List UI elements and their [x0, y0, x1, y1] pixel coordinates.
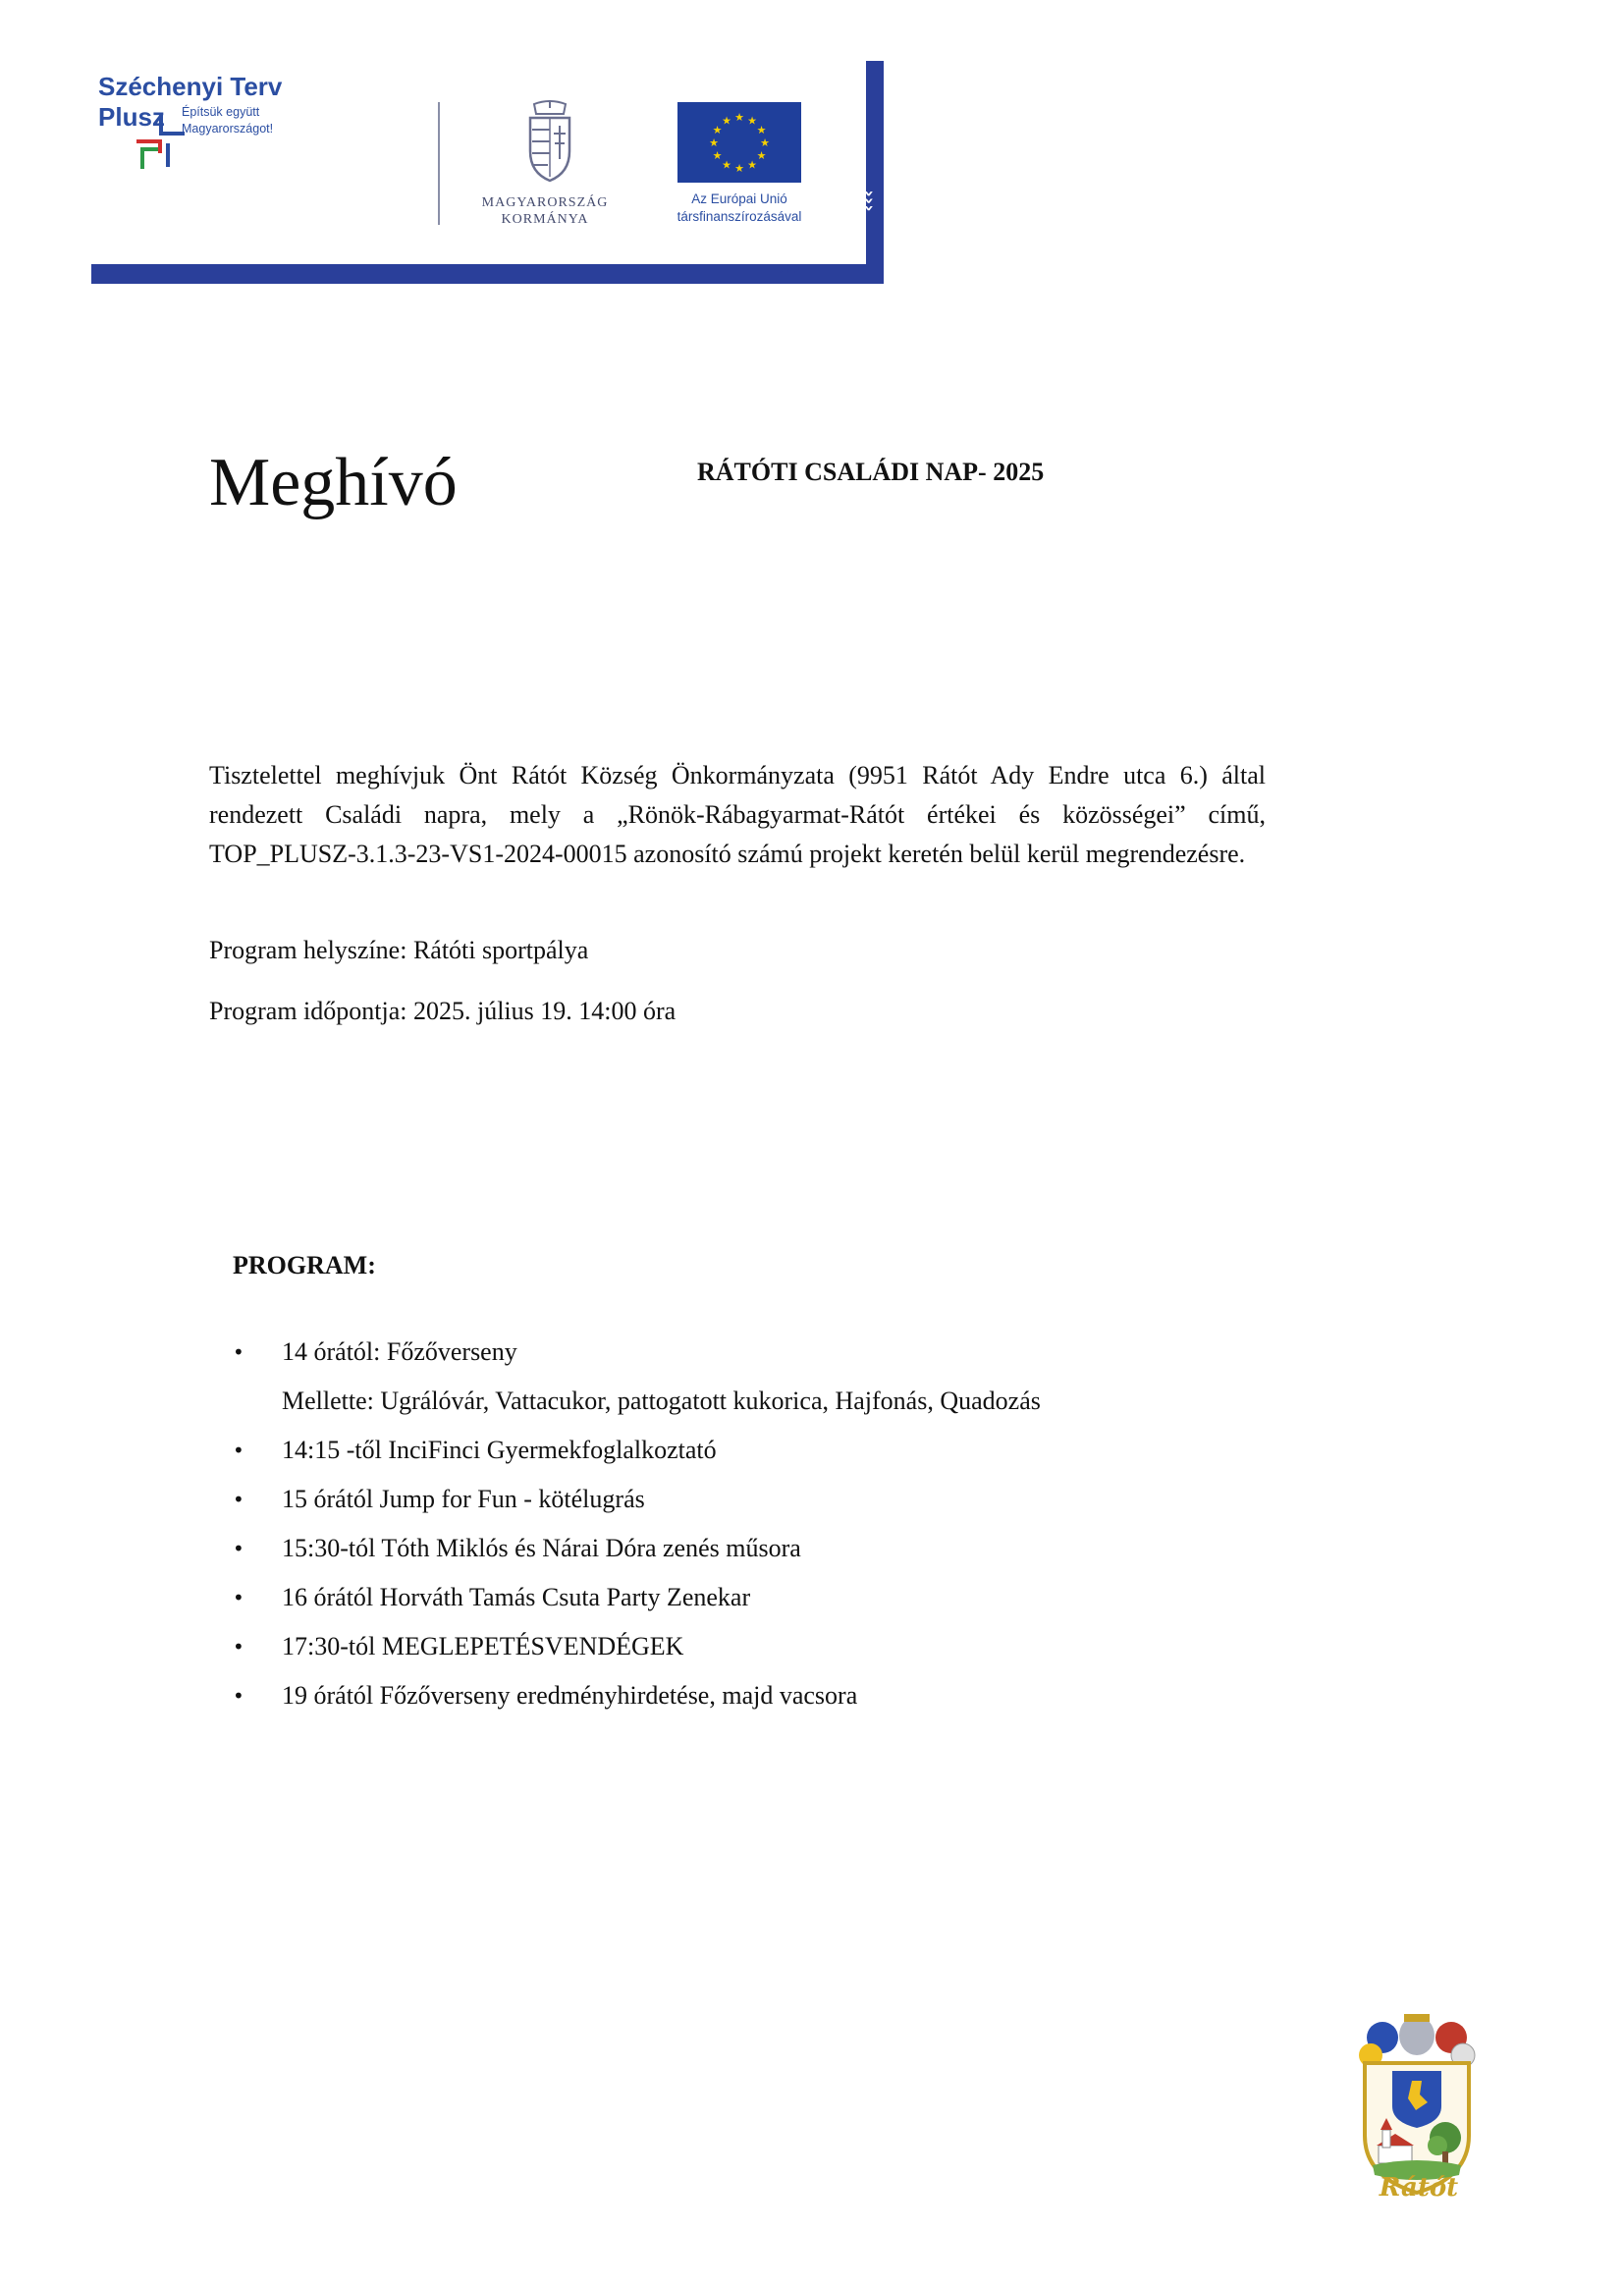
eu-star-icon: ★ [756, 124, 767, 136]
eu-star-icon: ★ [747, 158, 757, 172]
eu-star-icon: ★ [760, 136, 770, 149]
bullet-icon: • [233, 1439, 244, 1462]
hungarian-coat-of-arms-icon [524, 100, 575, 183]
program-item-text: 14 órától: Főzőverseny [282, 1337, 517, 1366]
government-line-1: MAGYARORSZÁG [481, 195, 609, 210]
eu-star-icon: ★ [712, 149, 723, 162]
eu-flag [677, 102, 801, 183]
government-line-2: KORMÁNYA [501, 212, 589, 227]
intro-paragraph: Tisztelettel meghívjuk Önt Rátót Község Önkormányzata (9951 Rátót Ady Endre utca 6.) által rendezett Családi napra, mely a „Rönök-Rábagyarmat-Rátót értékei és közösségei” című, TOP_PLUSZ-3.1.3-23-VS1-2024-00015 azonosító számú projekt keretén belül kerül megrendezésre. [209, 761, 1266, 868]
eu-stars-icon [677, 102, 801, 183]
program-item [233, 1529, 1313, 1578]
program-item-text: 14:15 -től InciFinci Gyermekfoglalkoztató [282, 1436, 717, 1464]
bullet-icon: • [233, 1586, 244, 1609]
government-label [471, 194, 619, 228]
banner-right-bar [866, 61, 884, 284]
program-item-text: 19 órától Főzőverseny eredményhirdetése, majd vacsora [282, 1681, 858, 1710]
szechenyi-tagline-line-2: Magyarországot! [182, 122, 274, 136]
page-title: Meghívó [209, 445, 458, 520]
eu-star-icon: ★ [734, 162, 744, 175]
program-item [233, 1431, 1313, 1480]
program-item-text: Mellette: Ugrálóvár, Vattacukor, pattogatott kukorica, Hajfonás, Quadozás [282, 1387, 1041, 1415]
program-item [233, 1333, 1313, 1382]
program-item-text: 15 órától Jump for Fun - kötélugrás [282, 1485, 645, 1513]
program-item-sub [233, 1382, 1313, 1431]
crest-label: Rátót [1379, 2173, 1459, 2203]
eu-line-1: Az Európai Unió [691, 191, 787, 206]
eu-line-2: társfinanszírozásával [677, 209, 802, 224]
program-item-text: 15:30-tól Tóth Miklós és Nárai Dóra zenés műsora [282, 1534, 801, 1562]
banner-bottom-bar [91, 264, 883, 284]
program-item-text: 16 órától Horváth Tamás Csuta Party Zenekar [282, 1583, 751, 1611]
eu-star-icon: ★ [756, 149, 767, 162]
program-list [233, 1333, 1313, 1725]
eu-star-icon: ★ [709, 136, 719, 149]
bullet-icon: • [233, 1340, 244, 1364]
program-heading: PROGRAM: [233, 1251, 376, 1279]
szechenyi-plus: Plusz [98, 102, 165, 132]
eu-star-icon: ★ [747, 114, 757, 128]
program-item-text: 17:30-tól MEGLEPETÉSVENDÉGEK [282, 1632, 684, 1660]
program-item [233, 1578, 1313, 1627]
bullet-icon: • [233, 1537, 244, 1560]
program-item [233, 1676, 1313, 1725]
bullet-icon: • [233, 1635, 244, 1659]
bullet-icon: • [233, 1684, 244, 1708]
eu-star-icon: ★ [722, 114, 731, 128]
eu-star-icon: ★ [712, 124, 723, 136]
szechenyi-tagline [182, 104, 309, 137]
bullet-icon: • [233, 1488, 244, 1511]
program-item [233, 1627, 1313, 1676]
banner-side-chevron-icon: ››› [858, 190, 880, 212]
event-title: RÁTÓTI CSALÁDI NAP- 2025 [697, 458, 1045, 486]
header-divider [438, 102, 440, 225]
program-item [233, 1480, 1313, 1529]
szechenyi-title: Széchenyi Terv [98, 72, 283, 101]
event-location: Program helyszíne: Rátóti sportpálya [209, 936, 589, 964]
event-datetime: Program időpontja: 2025. július 19. 14:00 óra [209, 997, 677, 1025]
banner-chevron-icon: ››› [779, 258, 801, 279]
szechenyi-tagline-line-1: Építsük együtt [182, 105, 260, 119]
eu-cofinancing-label [646, 190, 833, 226]
eu-star-icon: ★ [734, 111, 744, 124]
eu-star-icon: ★ [722, 158, 731, 172]
